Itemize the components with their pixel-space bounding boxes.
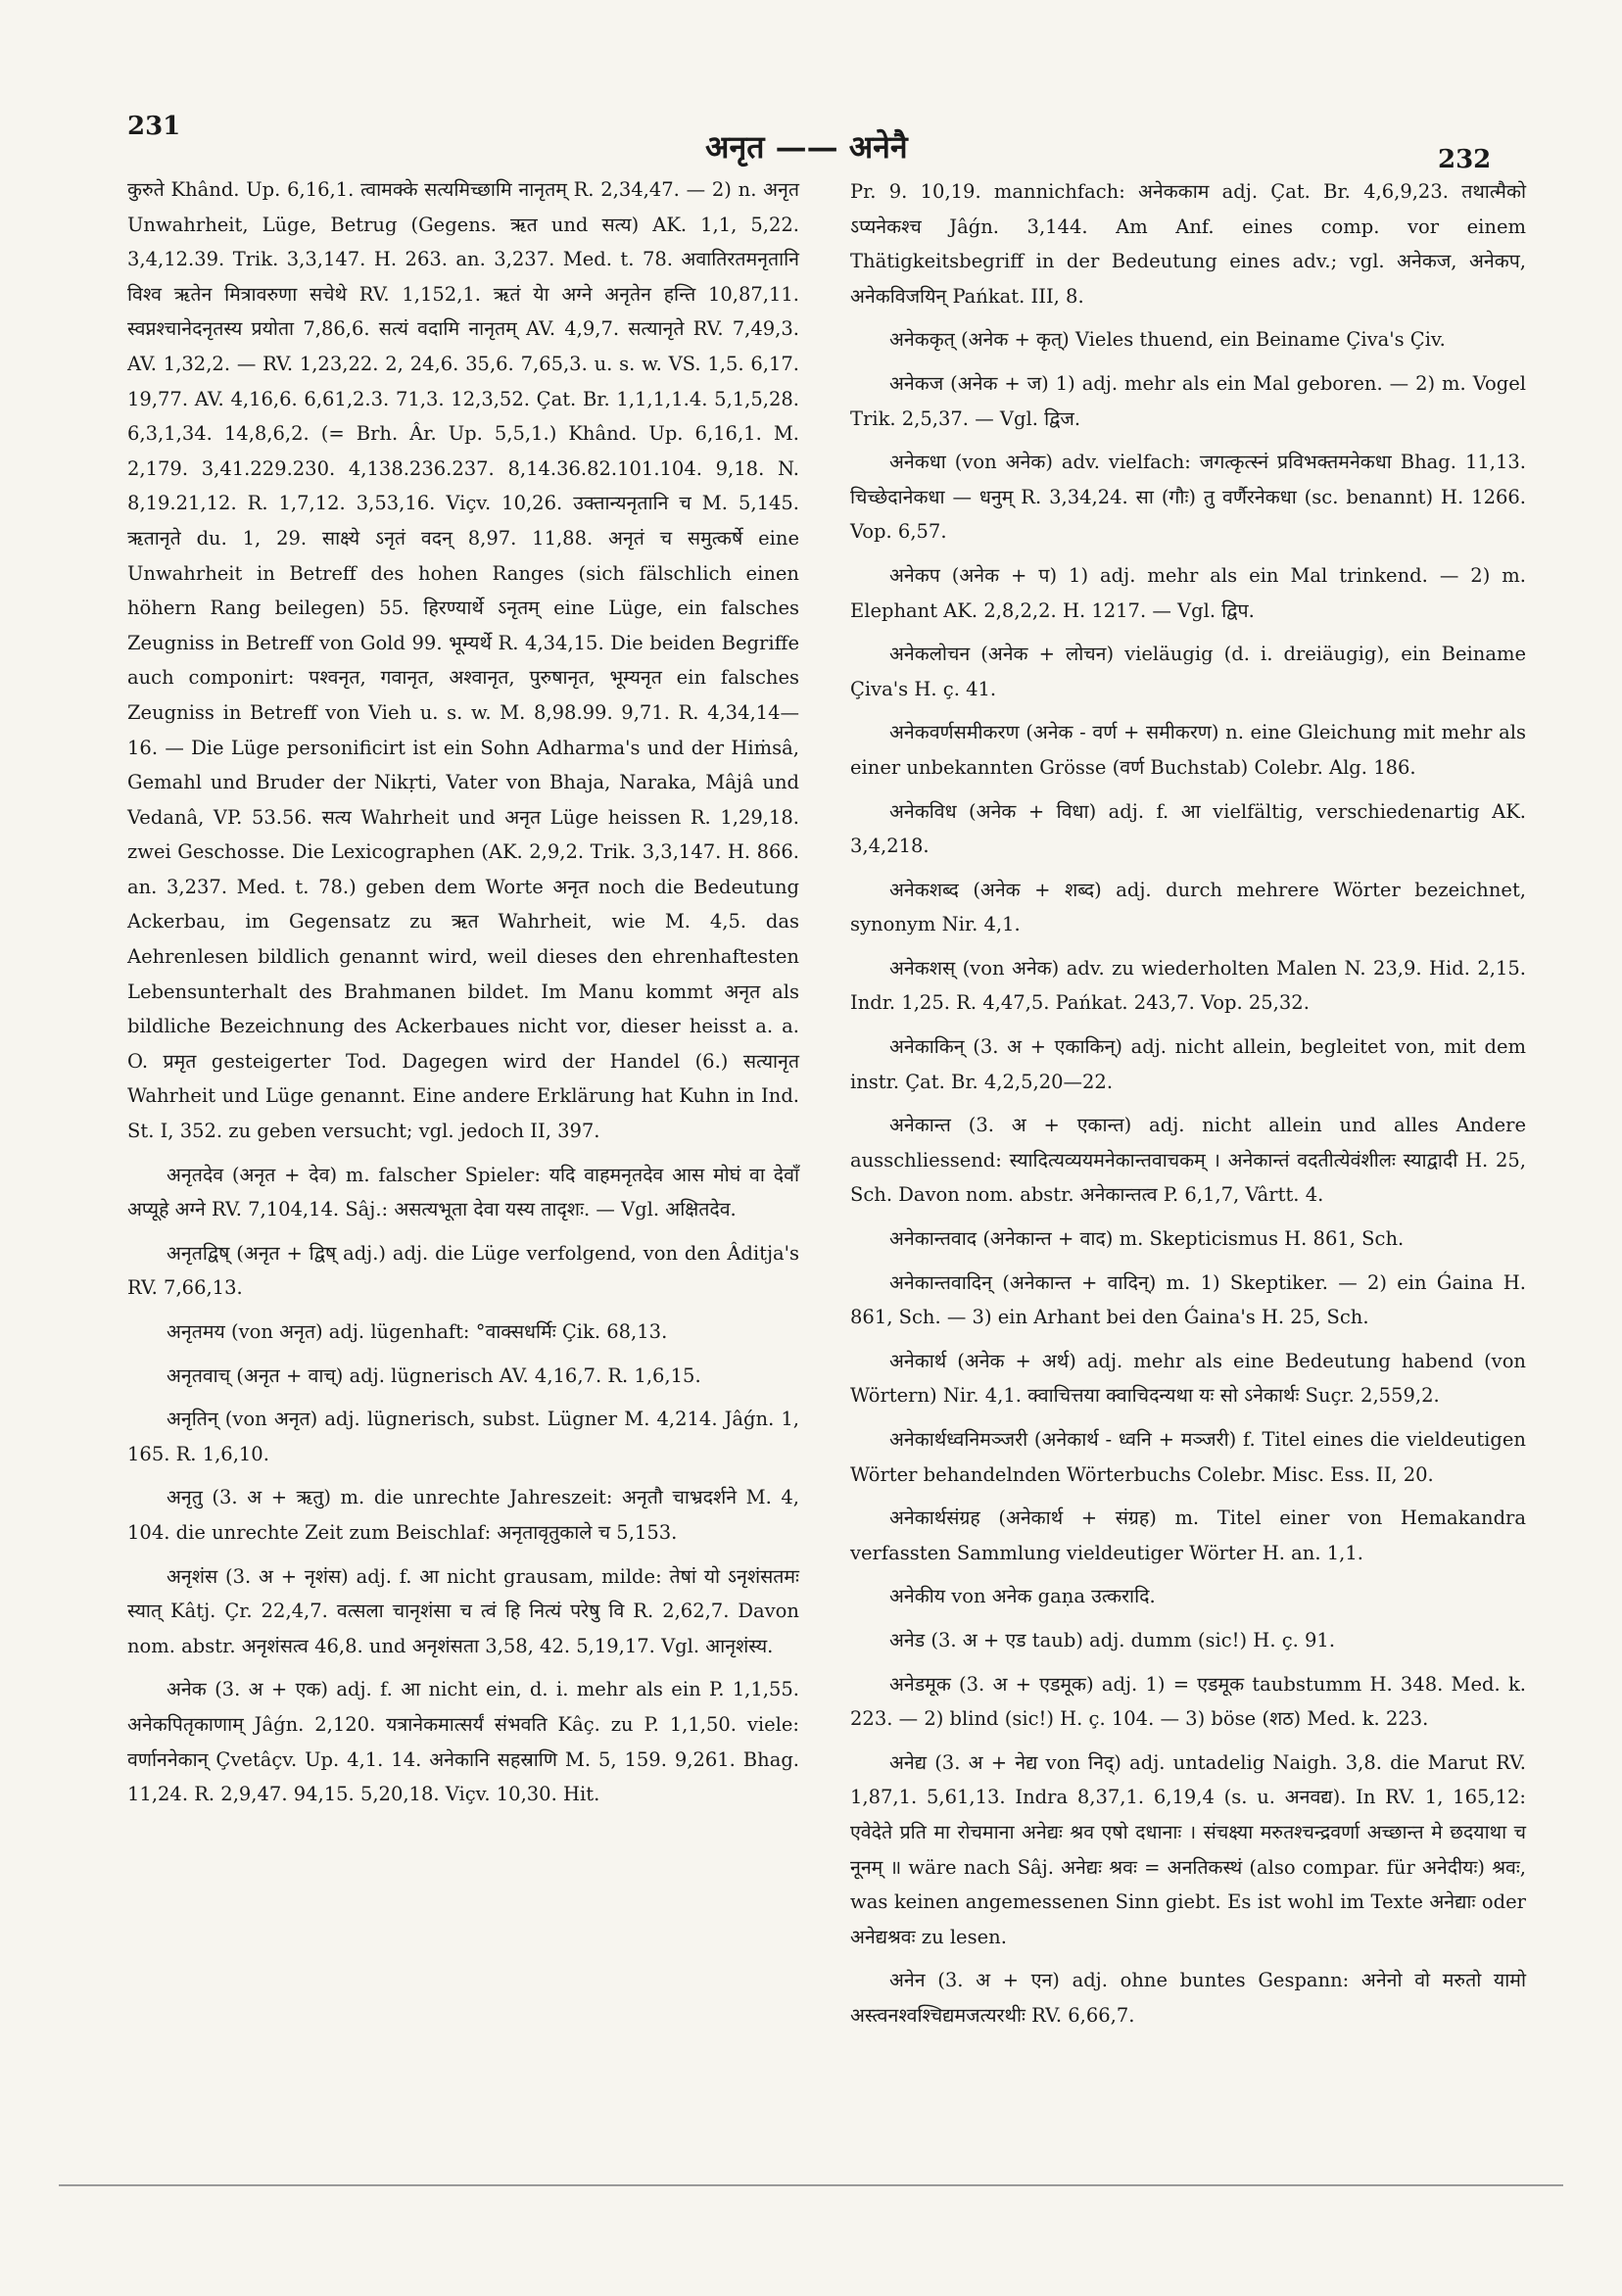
page-number-left: 231 bbox=[127, 112, 181, 141]
entry-paragraph: अनेकान्तवादिन् (अनेकान्त + वादिन्) m. 1) Skeptiker. — 2) ein Ǵaina H. 861, Sch. — 3) ein Arhant bei den Ǵaina's H. 25, Sch. bbox=[850, 1270, 1526, 1329]
entry-paragraph: अनेकाकिन् (3. अ + एकाकिन्) adj. nicht allein, begleitet von, mit dem instr. Çat. Br. 4,2,5,20—22. bbox=[850, 1035, 1526, 1093]
entry-paragraph: अनेड (3. अ + एड taub) adj. dumm (sic!) H. ç. 91. bbox=[889, 1628, 1336, 1651]
entry-paragraph: अनृतमय (von अनृत) adj. lügenhaft: °वाक्सधर्मिः Çik. 68,13. bbox=[167, 1320, 668, 1343]
entry-paragraph: अनेकलोचन (अनेक + लोचन) vieläugig (d. i. dreiäugig), ein Beiname Çiva's H. ç. 41. bbox=[850, 643, 1526, 700]
entry-paragraph: अनृतद्विष् (अनृत + द्विष् adj.) adj. die Lüge verfolgend, von den Âditja's RV. 7,66,13. bbox=[127, 1241, 799, 1300]
entry-paragraph: अनेकधा (von अनेक) adv. vielfach: जगत्कृत्स्नं प्रविभक्तमनेकधा Bhag. 11,13. चिच्छेदानेकधा — धनुम् R. 3,34,24. सा (गौः) तु वर्णैरनेकधा (sc. benannt) H. 1266. Vop. 6,57. bbox=[850, 451, 1526, 544]
entry-paragraph: अनेकार्थ (अनेक + अर्थ) adj. mehr als eine Bedeutung habend (von Wörtern) Nir. 4,1. क्वाचित्तया क्वाचिदन्यथा यः सो ऽनेकार्थः Suçr. 2,559,2. bbox=[850, 1349, 1526, 1408]
entry-paragraph: अनेकान्तवाद (अनेकान्त + वाद) m. Skepticismus H. 861, Sch. bbox=[889, 1227, 1405, 1251]
entry-paragraph: अनेद्य (3. अ + नेद्य von निद्) adj. untadelig Naigh. 3,8. die Marut RV. 1,87,1. 5,61,13. Indra 8,37,1. 6,19,4 (s. u. अनवद्य). In RV. 1, 165,12: एवेदेते प्रति मा रोचमाना अनेद्यः श्रव एषो दधानाः । संचक्ष्या मरुतश्चन्द्रवर्णा अच्छान्त मे छदयाथा च नूनम् ॥ wäre nach Sâj. अनेद्यः श्रवः = अनतिकस्थं (also compar. für अनेदीयः) श्रवः, was keinen angemessenen Sinn giebt. Es ist wohl im Texte अनेद्याः oder अनेद्यश्रवः zu lesen. bbox=[850, 1750, 1526, 1948]
entry-paragraph: अनृतदेव (अनृत + देव) m. falscher Spieler: यदि वाहमनृतदेव आस मोघं वा देवाँ अप्यूहे अग्ने RV. 7,104,14. Sâj.: असत्यभूता देवा यस्य तादृशः. — Vgl. अक्षितदेव. bbox=[127, 1163, 799, 1221]
entry-paragraph: अनेककृत् (अनेक + कृत्) Vieles thuend, ein Beiname Çiva's Çiv. bbox=[889, 328, 1446, 352]
entry-paragraph: अनेडमूक (3. अ + एडमूक) adj. 1) = एडमूक taubstumm H. 348. Med. k. 223. — 2) blind (sic!) H. ç. 104. — 3) böse (शठ) Med. k. 223. bbox=[850, 1672, 1526, 1731]
entry-paragraph: अनृतवाच् (अनृत + वाच्) adj. lügnerisch AV. 4,16,7. R. 1,6,15. bbox=[167, 1363, 701, 1387]
entry-paragraph: अनेकज (अनेक + ज) 1) adj. mehr als ein Mal geboren. — 2) m. Vogel Trik. 2,5,37. — Vgl. द्विज. bbox=[850, 371, 1526, 430]
bottom-rule bbox=[59, 2184, 1563, 2186]
entry-paragraph: अनेकार्थध्वनिमञ्जरी (अनेकार्थ - ध्वनि + मञ्जरी) f. Titel eines die vieldeutigen Wörter behandelnden Wörterbuchs Colebr. Misc. Ess. II, 20. bbox=[850, 1428, 1526, 1486]
running-head: अनृत —— अनेनै bbox=[705, 128, 908, 166]
left-column bbox=[127, 172, 799, 1821]
entry-paragraph: अनेकप (अनेक + प) 1) adj. mehr als ein Mal trinkend. — 2) m. Elephant AK. 2,8,2,2. H. 1217. — Vgl. द्विप. bbox=[850, 563, 1526, 622]
entry-paragraph: अनेकीय von अनेक gaṇa उत्करादि. bbox=[889, 1585, 1156, 1608]
entry-paragraph: Pr. 9. 10,19. mannichfach: अनेककाम adj. Çat. Br. 4,6,9,23. तथात्मैको ऽप्यनेकश्च Jâǵn. 3,144. Am Anf. eines comp. vor einem Thätigkeitsbegriff in der Bedeutung eines adv.; vgl. अनेकज, अनेकप, अनेकविजयिन् Pańkat. III, 8. bbox=[850, 180, 1526, 308]
entry-paragraph: अनेकान्त (3. अ + एकान्त) adj. nicht allein und alles Andere ausschliessend: स्यादित्यव्ययमनेकान्तवाचकम् । अनेकान्तं वदतीत्येवंशीलः स्याद्वादी H. 25, Sch. Davon nom. abstr. अनेकान्तत्व P. 6,1,7, Vârtt. 4. bbox=[850, 1114, 1526, 1207]
entry-paragraph: अनेकवर्णसमीकरण (अनेक - वर्ण + समीकरण) n. eine Gleichung mit mehr als einer unbekannten Grösse (वर्ण Buchstab) Colebr. Alg. 186. bbox=[850, 721, 1526, 779]
entry-paragraph: अनेकशब्द (अनेक + शब्द) adj. durch mehrere Wörter bezeichnet, synonym Nir. 4,1. bbox=[850, 878, 1526, 936]
page-number-right: 232 bbox=[1438, 145, 1492, 174]
entry-paragraph: अनृशंस (3. अ + नृशंस) adj. f. आ nicht grausam, milde: तेषां यो ऽनृशंसतमः स्यात् Kâtj. Çr. 22,4,7. वत्सला चानृशंसा च त्वं हि नित्यं परेषु वि R. 2,62,7. Davon nom. abstr. अनृशंसत्व 46,8. und अनृशंसता 3,58, 42. 5,19,17. Vgl. आनृशंस्य. bbox=[127, 1564, 799, 1657]
entry-paragraph: अनेक (3. अ + एक) adj. f. आ nicht ein, d. i. mehr als ein P. 1,1,55. अनेकपितृकाणाम् Jâǵn. 2,120. यत्रानेकमात्सर्यं संभवति Kâç. zu P. 1,1,50. viele: वर्णाननेकान् Çvetâçv. Up. 4,1. 14. अनेकानि सहस्राणि M. 5, 159. 9,261. Bhag. 11,24. R. 2,9,47. 94,15. 5,20,18. Viçv. 10,30. Hit. bbox=[127, 1678, 799, 1806]
right-column bbox=[850, 174, 1526, 2042]
entry-paragraph: अनेकशस् (von अनेक) adv. zu wiederholten Malen N. 23,9. Hid. 2,15. Indr. 1,25. R. 4,47,5. Pańkat. 243,7. Vop. 25,32. bbox=[850, 956, 1526, 1015]
entry-paragraph: अनेन (3. अ + एन) adj. ohne buntes Gespann: अनेनो वो मरुतो यामो अस्त्वनश्वश्चिद्यमजत्यरथीः RV. 6,66,7. bbox=[850, 1969, 1526, 2027]
entry-paragraph: अनेकविध (अनेक + विधा) adj. f. आ vielfältig, verschiedenartig AK. 3,4,218. bbox=[850, 799, 1526, 858]
entry-paragraph: अनृतिन् (von अनृत) adj. lügnerisch, subst. Lügner M. 4,214. Jâǵn. 1, 165. R. 1,6,10. bbox=[127, 1408, 799, 1465]
entry-paragraph: अनेकार्थसंग्रह (अनेकार्थ + संग्रह) m. Titel einer von Hemakandra verfassten Sammlung vieldeutiger Wörter H. an. 1,1. bbox=[850, 1507, 1526, 1564]
entry-paragraph: अनृतु (3. अ + ऋतु) m. die unrechte Jahreszeit: अनृतौ चाभ्रदर्शने M. 4, 104. die unrechte Zeit zum Beischlaf: अनृतावृतुकाले च 5,153. bbox=[127, 1486, 799, 1544]
entry-paragraph: कुरुते Khând. Up. 6,16,1. त्वामक्के सत्यमिच्छामि नानृतम् R. 2,34,47. — 2) n. अनृत Unwahrheit, Lüge, Betrug (Gegens. ऋत und सत्य) AK. 1,1, 5,22. 3,4,12.39. Trik. 3,3,147. H. 263. an. 3,237. Med. t. 78. अवातिरतमनृतानि विश्व ऋतेन मित्रावरुणा सचेथे RV. 1,152,1. ऋतं येा अग्ने अनृतेन हन्ति 10,87,11. स्वप्नश्चानेदनृतस्य प्रयोता 7,86,6. सत्यं वदामि नानृतम् AV. 4,9,7. सत्यानृते RV. 7,49,3. AV. 1,32,2. — RV. 1,23,22. 2, 24,6. 35,6. 7,65,3. u. s. w. VS. 1,5. 6,17. 19,77. AV. 4,16,6. 6,61,2.3. 71,3. 12,3,52. Çat. Br. 1,1,1,1.4. 5,1,5,28. 6,3,1,34. 14,8,6,2. (= Brh. Âr. Up. 5,5,1.) Khând. Up. 6,16,1. M. 2,179. 3,41.229.230. 4,138.236.237. 8,14.36.82.101.104. 9,18. N. 8,19.21,12. R. 1,7,12. 3,53,16. Viçv. 10,26. उक्तान्यनृतानि च M. 5,145. ऋतानृते du. 1, 29. साक्ष्ये ऽनृतं वदन् 8,97. 11,88. अनृतं च समुत्कर्षे eine Unwahrheit in Betreff des hohen Ranges (sich fälschlich einen höhern Rang beilegen) 55. हिरण्यार्थे ऽनृतम् eine Lüge, ein falsches Zeugniss in Betreff von Gold 99. भूम्यर्थे R. 4,34,15. Die beiden Begriffe auch componirt: पश्वनृत, गवानृत, अश्वानृत, पुरुषानृत, भूम्यनृत ein falsches Zeugniss in Betreff von Vieh u. s. w. M. 8,98.99. 9,71. R. 4,34,14—16. — Die Lüge personificirt ist ein Sohn Adharma's und der Hiṁsâ, Gemahl und Bruder der Nikṛti, Vater von Bhaja, Naraka, Mâjâ und Vedanâ, VP. 53.56. सत्य Wahrheit und अनृत Lüge heissen R. 1,29,18. zwei Geschosse. Die Lexicographen (AK. 2,9,2. Trik. 3,3,147. H. 866. an. 3,237. Med. t. 78.) geben dem Worte अनृत noch die Bedeutung Ackerbau, im Gegensatz zu ऋत Wahrheit, wie M. 4,5. das Aehrenlesen bildlich genannt wird, weil dieses den ehrenhaftesten Lebensunterhalt des Brahmanen bildet. Im Manu kommt अनृत als bildliche Bezeichnung des Ackerbaues nicht vor, dieser heisst a. a. O. प्रमृत gesteigerter Tod. Dagegen wird der Handel (6.) सत्यानृत Wahrheit und Lüge genannt. Eine andere Erklärung hat Kuhn in Ind. St. I, 352. zu geben versucht; vgl. jedoch II, 397. bbox=[127, 178, 799, 1143]
